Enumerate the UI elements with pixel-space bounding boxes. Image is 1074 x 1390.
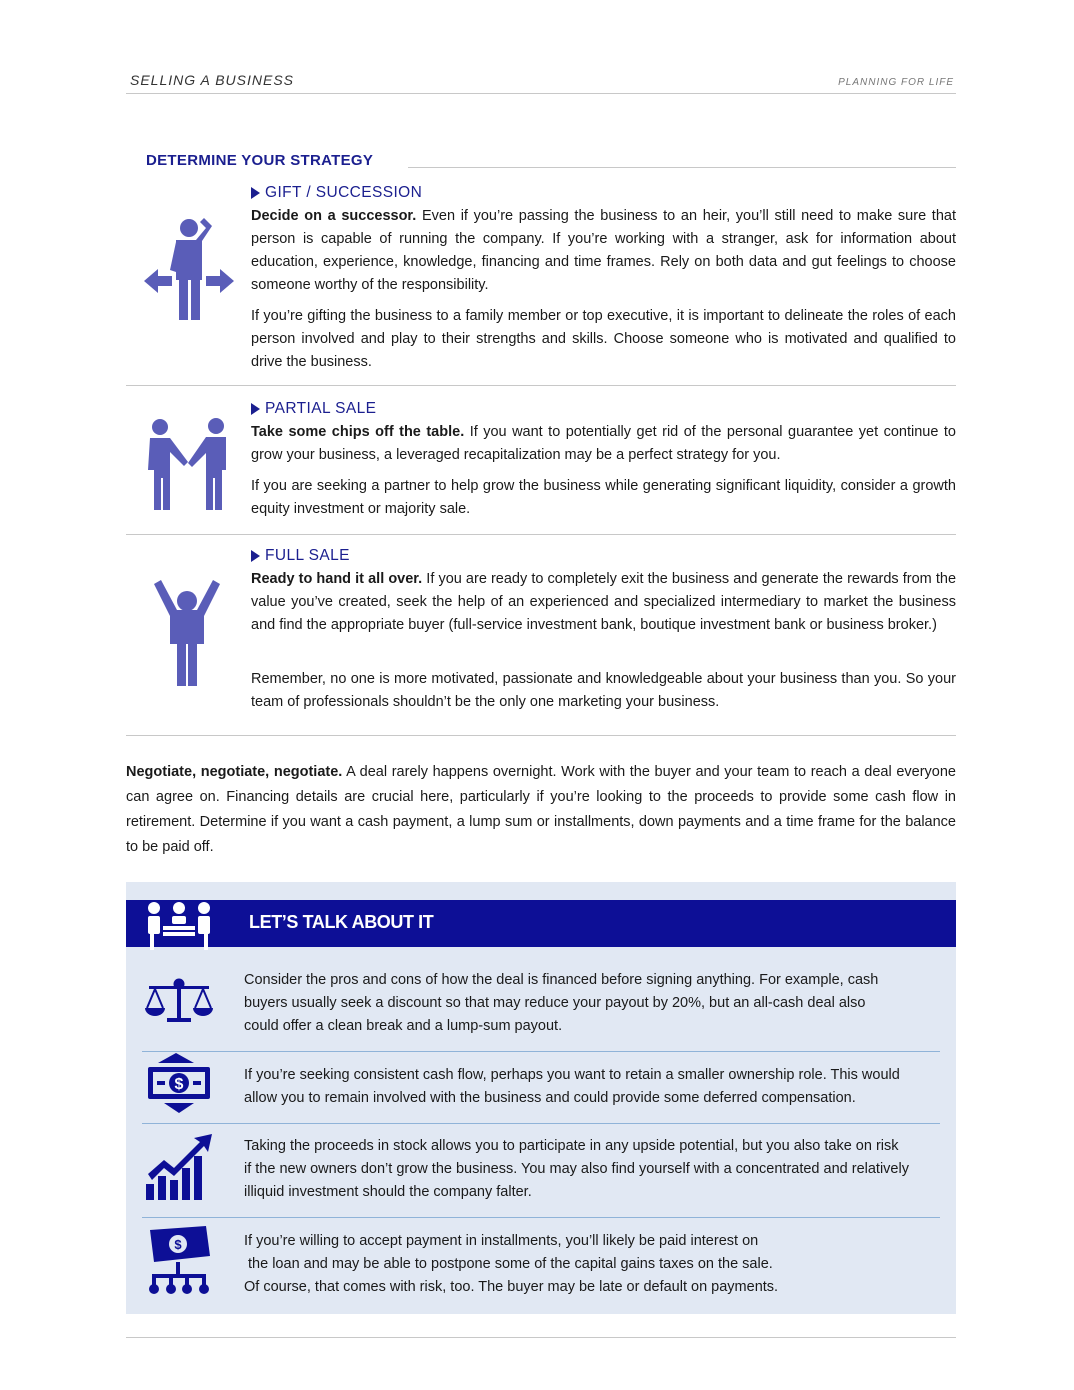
- talk-line: could offer a clean break and a lump-sum payout.: [244, 1018, 563, 1034]
- body-text: Even if you’re passing the business to an heir, you’ll still need to make sure that person is capable of running the company. If you’re working with a stranger, ask for information about education, experience, knowledge, financing and time frames. Rely on both data and gut feelings to choose someone worthy of the responsibility.: [251, 208, 956, 293]
- triangle-bullet-icon: [251, 550, 260, 562]
- growth-chart-icon: [146, 1134, 212, 1200]
- lead-text: Ready to hand it all over.: [251, 571, 423, 587]
- money-distribution-icon: [146, 1226, 212, 1296]
- section-title: DETERMINE YOUR STRATEGY: [146, 152, 374, 169]
- gift-paragraph-2: If you’re gifting the business to a family member or top executive, it is important to delineate the roles of each person involved and play to their strengths and skills. Choose someone who is motivated and qualified to drive the business.: [251, 308, 956, 370]
- heading-label: FULL SALE: [265, 547, 350, 564]
- heading-full-sale: [251, 547, 350, 565]
- negotiate-paragraph: [126, 760, 956, 860]
- triangle-bullet-icon: [251, 403, 260, 415]
- talk-item-1: [244, 969, 944, 1038]
- talk-line: if the new owners don’t grow the business. You may also find yourself with a concentrated and relatively: [244, 1161, 909, 1177]
- running-header-left: SELLING A BUSINESS: [130, 72, 295, 88]
- talk-title: LET’S TALK ABOUT IT: [249, 912, 434, 932]
- talk-line: If you’re seeking consistent cash flow, perhaps you want to retain a smaller ownership role. This would: [244, 1067, 900, 1083]
- talk-line: If you’re willing to accept payment in installments, you’ll likely be paid interest on: [244, 1233, 759, 1249]
- meeting-table-icon: [146, 900, 212, 952]
- section-divider: [126, 735, 956, 736]
- talk-item-4: [244, 1230, 944, 1299]
- talk-line: illiquid investment should the company falter.: [244, 1184, 532, 1200]
- celebrating-person-icon: [154, 580, 220, 688]
- heading-label: GIFT / SUCCESSION: [265, 184, 423, 201]
- running-header-right: PLANNING FOR LIFE: [838, 77, 954, 88]
- full-paragraph-2: Remember, no one is more motivated, passionate and knowledgeable about your business than you. So your team of professionals shouldn’t be the only one marketing your business.: [251, 671, 956, 710]
- talk-line: Of course, that comes with risk, too. The buyer may be late or default on payments.: [244, 1279, 779, 1295]
- partial-paragraph-1: [251, 421, 956, 467]
- handshake-people-icon: [148, 418, 228, 512]
- svg-text:$: $: [174, 1237, 182, 1252]
- lead-text: Take some chips off the table.: [251, 424, 465, 440]
- triangle-bullet-icon: [251, 187, 260, 199]
- talk-item-3: [244, 1135, 944, 1204]
- scales-icon: [145, 978, 213, 1024]
- section-divider: [126, 385, 956, 386]
- footer-divider: [126, 1337, 956, 1338]
- talk-line: Consider the pros and cons of how the deal is financed before signing anything. For example, cash: [244, 972, 879, 988]
- header-divider: [126, 93, 956, 94]
- full-paragraph-1: [251, 568, 956, 637]
- talk-divider: [142, 1051, 940, 1052]
- talk-line: allow you to remain involved with the business and could provide some deferred compensation.: [244, 1090, 856, 1106]
- body-text: If you want to potentially get rid of the personal guarantee yet continue to grow your business, a leveraged recapitalization may be a perfect strategy for you.: [251, 424, 956, 463]
- talk-divider: [142, 1123, 940, 1124]
- body-text: If you are ready to completely exit the business and generate the rewards from the value you’ve created, seek the help of an experienced and specialized intermediary to market the business and find the appropriate buyer (full-service investment bank, boutique investment bank or business broker.): [251, 571, 957, 633]
- cash-flow-icon: [148, 1053, 210, 1115]
- heading-gift-succession: [251, 184, 422, 202]
- talk-line: Taking the proceeds in stock allows you to participate in any upside potential, but you also take on risk: [244, 1138, 899, 1154]
- title-divider: [408, 167, 956, 168]
- lead-text: Decide on a successor.: [251, 208, 417, 224]
- section-divider: [126, 534, 956, 535]
- body-text: A deal rarely happens overnight. Work with the buyer and your team to reach a deal everyone can agree on. Financing details are crucial here, particularly if you’re looking to the proceeds to provide some cash flow in retirement. Determine if you want a cash payment, a lump sum or installments, down payments and a time frame for the balance to be paid off.: [126, 764, 956, 855]
- svg-text:$: $: [174, 1076, 184, 1093]
- confused-person-arrows-icon: [144, 216, 234, 322]
- heading-label: PARTIAL SALE: [265, 400, 377, 417]
- heading-partial-sale: [251, 400, 376, 418]
- partial-paragraph-2: If you are seeking a partner to help grow the business while generating significant liquidity, consider a growth equity investment or majority sale.: [251, 478, 956, 517]
- talk-item-2: [244, 1064, 944, 1110]
- gift-paragraph-1: [251, 205, 956, 297]
- talk-divider: [142, 1217, 940, 1218]
- lead-text: Negotiate, negotiate, negotiate.: [126, 764, 343, 780]
- talk-line: the loan and may be able to postpone some of the capital gains taxes on the sale.: [244, 1256, 773, 1272]
- talk-line: buyers usually seek a discount so that may reduce your payout by 20%, but an all-cash deal also: [244, 995, 866, 1011]
